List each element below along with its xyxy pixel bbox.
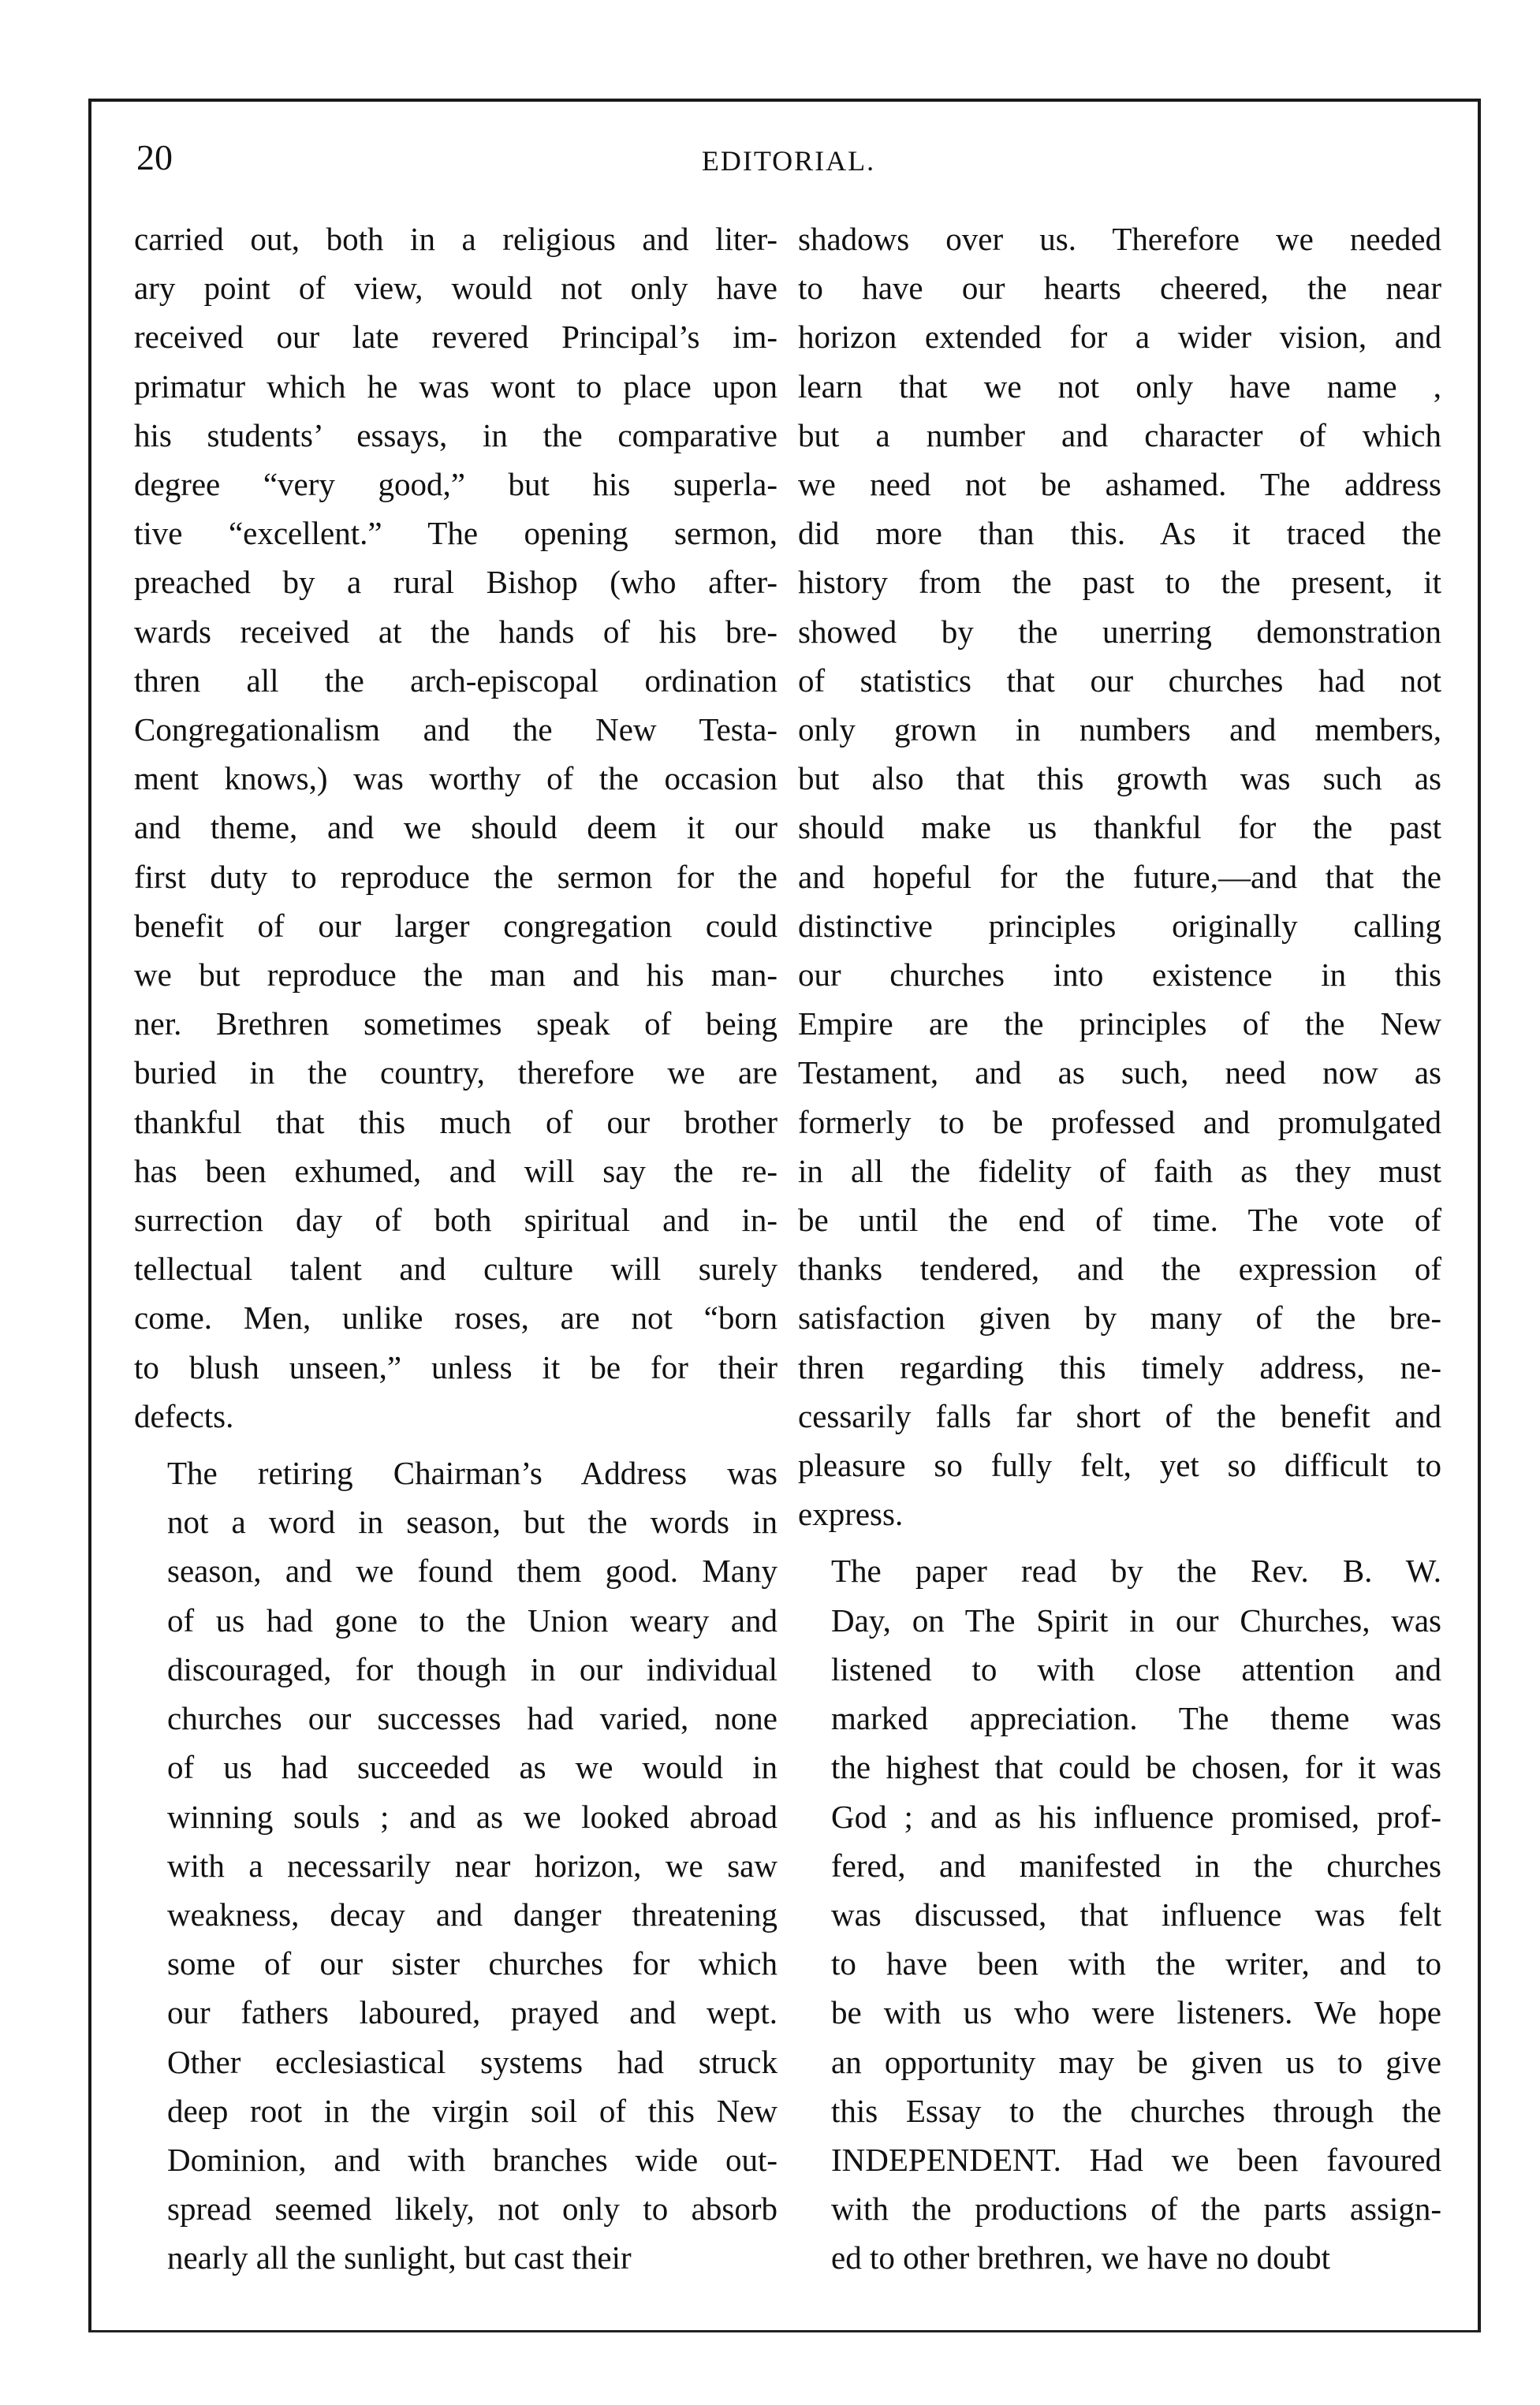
- text-line: Empire are the principles of the New: [798, 1005, 1441, 1042]
- text-line: carried out, both in a religious and liter-: [134, 221, 777, 257]
- text-line: with the productions of the parts assign-: [831, 2191, 1441, 2228]
- text-line: learn that we not only have name ,: [798, 367, 1441, 405]
- text-line: discouraged, for though in our individual: [167, 1650, 777, 1687]
- text-line: to have our hearts cheered, the near: [798, 270, 1441, 307]
- text-line: fered, and manifested in the churches: [831, 1847, 1441, 1884]
- text-line: primatur which he was wont to place upon: [134, 367, 777, 405]
- text-line: has been exhumed, and will say the re-: [134, 1152, 777, 1189]
- text-line: nearly all the sunlight, but cast their: [167, 2239, 632, 2276]
- text-line: benefit of our larger congregation could: [134, 907, 777, 944]
- running-head: EDITORIAL.: [701, 145, 876, 177]
- text-line: but also that this growth was such as: [798, 760, 1441, 797]
- page-header: [130, 130, 1447, 185]
- text-line: satisfaction given by many of the bre-: [798, 1299, 1441, 1337]
- page-border-right: [1478, 99, 1481, 2332]
- text-line: was discussed, that influence was felt: [831, 1896, 1441, 1933]
- text-line: The paper read by the Rev. B. W.: [831, 1553, 1441, 1590]
- text-line: be with us who were listeners. We hope: [831, 1994, 1441, 2031]
- text-line: some of our sister churches for which: [167, 1945, 777, 1982]
- text-line: horizon extended for a wider vision, and: [798, 319, 1441, 356]
- text-line: marked appreciation. The theme was: [831, 1700, 1441, 1737]
- text-line: listened to with close attention and: [831, 1650, 1441, 1687]
- text-line: Day, on The Spirit in our Churches, was: [831, 1601, 1441, 1639]
- paragraph: [134, 1449, 777, 2282]
- text-line: weakness, decay and danger threatening: [167, 1896, 777, 1933]
- text-line: pleasure so fully felt, yet so difficult to: [798, 1447, 1441, 1484]
- text-line: thren regarding this timely address, ne-: [798, 1348, 1441, 1385]
- text-line: God ; and as his influence promised, prof-: [831, 1798, 1441, 1835]
- text-line: tive “excellent.” The opening sermon,: [134, 515, 777, 552]
- text-line: history from the past to the present, it: [798, 564, 1441, 601]
- text-line: to blush unseen,” unless it be for their: [134, 1348, 777, 1385]
- text-line: the highest that could be chosen, for it was: [831, 1749, 1441, 1786]
- text-line: cessarily falls far short of the benefit and: [798, 1397, 1441, 1434]
- text-line: thankful that this much of our brother: [134, 1103, 777, 1140]
- text-line: with a necessarily near horizon, we saw: [167, 1847, 777, 1884]
- page-border-top: [88, 99, 1480, 102]
- text-line: INDEPENDENT. Had we been favoured: [831, 2141, 1441, 2178]
- text-line: only grown in numbers and members,: [798, 711, 1441, 748]
- text-line: winning souls ; and as we looked abroad: [167, 1798, 777, 1835]
- text-line: an opportunity may be given us to give: [831, 2043, 1441, 2080]
- text-line: churches our successes had varied, none: [167, 1700, 777, 1737]
- text-line: Testament, and as such, need now as: [798, 1054, 1441, 1091]
- text-line: be until the end of time. The vote of: [798, 1202, 1441, 1239]
- text-line: to have been with the writer, and to: [831, 1945, 1441, 1982]
- text-line: shadows over us. Therefore we needed: [798, 221, 1441, 257]
- text-line: buried in the country, therefore we are: [134, 1054, 777, 1091]
- text-line: his students’ essays, in the comparative: [134, 416, 777, 453]
- text-line: deep root in the virgin soil of this New: [167, 2092, 777, 2129]
- page-border-bottom: [88, 2330, 1480, 2332]
- text-line: received our late revered Principal’s im-: [134, 319, 777, 356]
- text-line: our churches into existence in this: [798, 956, 1441, 994]
- text-line: did more than this. As it traced the: [798, 515, 1441, 552]
- text-line: ary point of view, would not only have: [134, 270, 777, 307]
- text-line: come. Men, unlike roses, are not “born: [134, 1299, 777, 1337]
- text-line: in all the fidelity of faith as they must: [798, 1152, 1441, 1189]
- text-line: thanks tendered, and the expression of: [798, 1251, 1441, 1288]
- text-line: formerly to be professed and promulgated: [798, 1103, 1441, 1140]
- text-line: of statistics that our churches had not: [798, 662, 1441, 699]
- text-line: preached by a rural Bishop (who after-: [134, 564, 777, 601]
- page-number: 20: [136, 137, 173, 177]
- text-line: The retiring Chairman’s Address was: [167, 1455, 777, 1492]
- text-line: spread seemed likely, not only to absorb: [167, 2191, 777, 2228]
- text-line: we need not be ashamed. The address: [798, 466, 1441, 503]
- text-line: wards received at the hands of his bre-: [134, 613, 777, 650]
- paragraph: [798, 1546, 1441, 2282]
- text-line: Dominion, and with branches wide out-: [167, 2141, 777, 2178]
- text-line: defects.: [134, 1397, 234, 1434]
- text-line: this Essay to the churches through the: [831, 2092, 1441, 2129]
- text-line: thren all the arch-episcopal ordination: [134, 662, 777, 699]
- text-line: season, and we found them good. Many: [167, 1553, 777, 1590]
- text-line: our fathers laboured, prayed and wept.: [167, 1994, 777, 2031]
- text-line: first duty to reproduce the sermon for the: [134, 858, 777, 895]
- text-line: express.: [798, 1496, 904, 1533]
- text-line: and hopeful for the future,—and that the: [798, 858, 1441, 895]
- text-line: ment knows,) was worthy of the occasion: [134, 760, 777, 797]
- right-column: [798, 214, 1441, 2283]
- page-border-left: [88, 99, 91, 2332]
- text-line: ner. Brethren sometimes speak of being: [134, 1005, 777, 1042]
- left-column: [134, 214, 777, 2283]
- text-line: distinctive principles originally calling: [798, 907, 1441, 944]
- text-line: surrection day of both spiritual and in-: [134, 1202, 777, 1239]
- text-line: and theme, and we should deem it our: [134, 809, 777, 846]
- text-line: but a number and character of which: [798, 416, 1441, 453]
- text-line: of us had succeeded as we would in: [167, 1749, 777, 1786]
- text-line: showed by the unerring demonstration: [798, 613, 1441, 650]
- text-line: Congregationalism and the New Testa-: [134, 711, 777, 748]
- text-line: ed to other brethren, we have no doubt: [831, 2239, 1331, 2276]
- text-line: should make us thankful for the past: [798, 809, 1441, 846]
- paragraph: [798, 214, 1441, 1538]
- paragraph: [134, 214, 777, 1441]
- text-line: not a word in season, but the words in: [167, 1504, 777, 1541]
- text-line: degree “very good,” but his superla-: [134, 466, 777, 503]
- text-line: we but reproduce the man and his man-: [134, 956, 777, 994]
- text-line: of us had gone to the Union weary and: [167, 1601, 777, 1639]
- text-line: tellectual talent and culture will surely: [134, 1251, 777, 1288]
- text-line: Other ecclesiastical systems had struck: [167, 2043, 777, 2080]
